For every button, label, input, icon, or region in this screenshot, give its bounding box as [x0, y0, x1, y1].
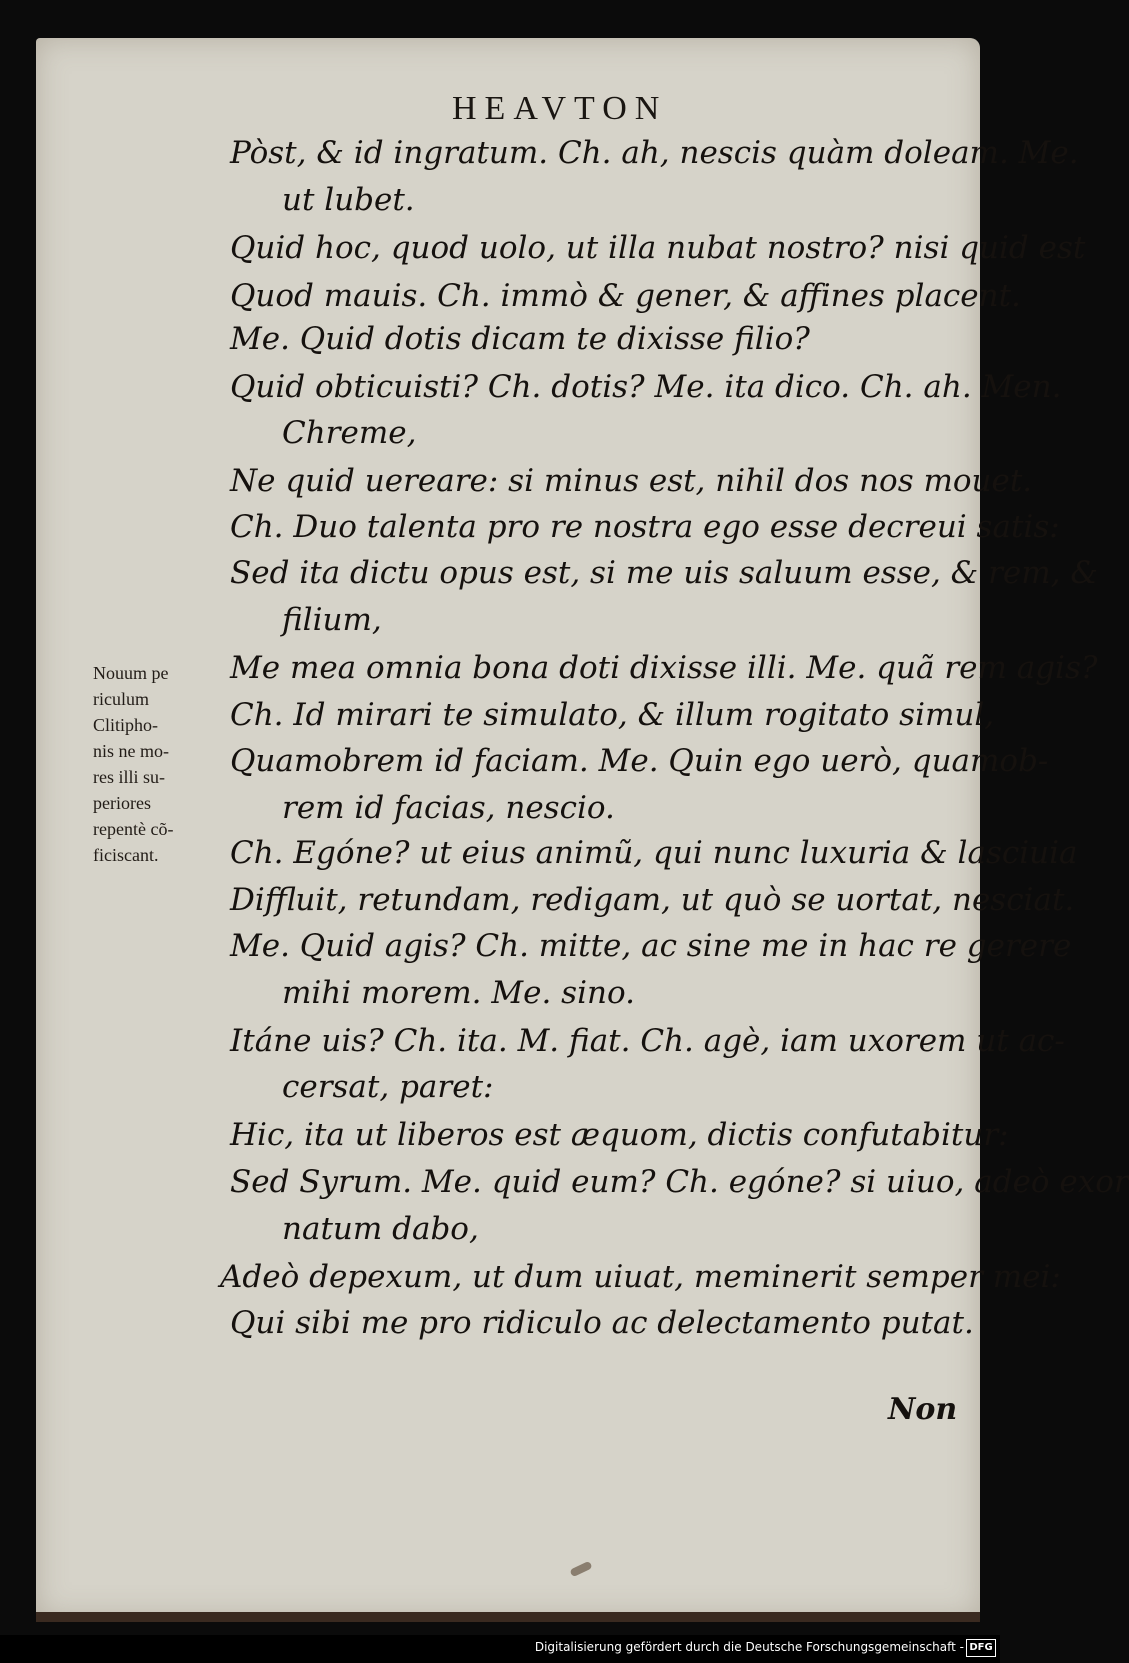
text-line: Me mea omnia bona doti dixisse illi. Me. quã rem agis? — [230, 650, 1098, 686]
text-line: cersat, paret: — [282, 1069, 494, 1105]
text-line: Hic, ita ut liberos est æquom, dictis confutabitur: — [230, 1117, 1009, 1153]
marginal-note-line: riculum — [93, 689, 149, 709]
text-line: Quid hoc, quod uolo, ut illa nubat nostro? nisi quid est — [230, 230, 1086, 266]
marginal-note-line: ficiscant. — [93, 845, 159, 865]
marginal-note — [93, 660, 223, 868]
text-line: natum dabo, — [282, 1211, 479, 1247]
text-line: Adeò depexum, ut dum uiuat, meminerit semper mei: — [220, 1259, 1061, 1295]
text-line: filium, — [282, 602, 382, 638]
text-line: Diffluit, retundam, redigam, ut quò se uortat, nesciat. — [230, 882, 1075, 918]
marginal-note-line: nis ne mo- — [93, 741, 169, 761]
text-line: Quid obticuisti? Ch. dotis? Me. ita dico. Ch. ah. Men. — [230, 369, 1062, 405]
text-line: Pòst, & id ingratum. Ch. ah, nescis quàm doleam. Me. — [230, 135, 1079, 171]
text-line: rem id facias, nescio. — [282, 790, 615, 826]
text-line: Ch. Egóne? ut eius animũ, qui nunc luxuria & lasciuia — [230, 835, 1078, 871]
page-edge — [36, 1612, 980, 1622]
text-line: Qui sibi me pro ridiculo ac delectamento putat. — [230, 1305, 974, 1341]
text-line: Quamobrem id faciam. Me. Quin ego uerò, quamob- — [230, 743, 1049, 779]
text-line: Sed ita dictu opus est, si me uis saluum esse, & rem, & — [230, 555, 1098, 591]
text-line: Chreme, — [282, 415, 417, 451]
text-line: Me. Quid agis? Ch. mitte, ac sine me in hac re gerere — [230, 928, 1072, 964]
marginal-note-line: Nouum pe — [93, 663, 169, 683]
text-line: Sed Syrum. Me. quid eum? Ch. egóne? si uiuo, adeò exor — [230, 1164, 1129, 1200]
catchword: Non — [888, 1392, 958, 1427]
footer-credit: Digitalisierung gefördert durch die Deutsche Forschungsgemeinschaft - — [534, 1640, 964, 1654]
text-line: ut lubet. — [282, 182, 415, 218]
text-line: Me. Quid dotis dicam te dixisse filio? — [230, 321, 810, 357]
text-line: Ch. Id mirari te simulato, & illum rogitato simul, — [230, 697, 995, 733]
marginal-note-line: periores — [93, 793, 151, 813]
marginal-note-line: Clitipho- — [93, 715, 159, 735]
marginal-note-line: res illi su- — [93, 767, 165, 787]
text-line: Ne quid uereare: si minus est, nihil dos nos mouet. — [230, 463, 1033, 499]
text-line: Quod mauis. Ch. immò & gener, & affines placent. — [230, 278, 1021, 314]
text-line: Ch. Duo talenta pro re nostra ego esse decreui satis: — [230, 509, 1060, 545]
dfg-logo-icon: DFG — [966, 1639, 996, 1657]
text-line: Itáne uis? Ch. ita. M. fiat. Ch. agè, iam uxorem ut ac- — [230, 1023, 1065, 1059]
marginal-note-line: repentè cõ- — [93, 819, 174, 839]
footer-bar — [0, 1635, 1000, 1663]
running-head: HEAVTON — [452, 90, 668, 127]
text-line: mihi morem. Me. sino. — [282, 975, 635, 1011]
